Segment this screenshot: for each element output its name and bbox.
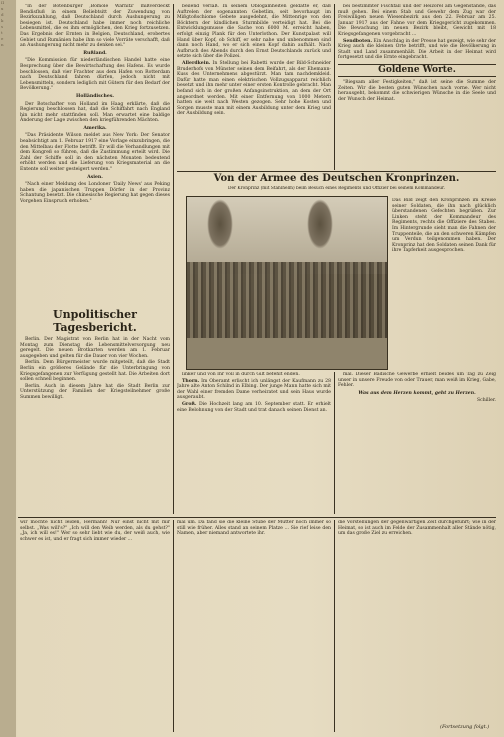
section-heading: Asien. xyxy=(87,174,103,180)
left-column xyxy=(20,4,170,304)
article-text: Die Hochzeit lang am 10. September statt. Er erhielt eine Belohnung von der Stadt und trat danach seinen Dienst an. xyxy=(177,401,331,413)
banner-title: Von der Armee des Deutschen Kronprinzen. xyxy=(213,173,460,184)
article-text: In Stellung bei Rabetti wurde der Bild-Schneider Bruderhofs von Münster seinen dem Beifahrt, als der Ehemann-Kuss des Unternehmens abgestürzt. Man tam nachdemkleid. Dafür hatte man einen elektrischen Vollzugsapparat reichlich besetzt und ihn mehr unter einer ersten Kontrolle gebracht. Man befand sich in der großen Anfangsinstruktion, an dem der Ort angeordnet werden. Mit einer Entfernung von 1000 Metern hatten sie weit nach Westen gezogen. Sehr hohe Kosten und Sorgen musste man mit einem Ausbildung unter dem Krieg und der Ausbildung sein. xyxy=(177,60,331,117)
serial-rule xyxy=(18,517,496,518)
column-divider xyxy=(173,520,174,732)
serial-column-2: mal um. Da fand sie die kleine Stube der Mutter noch immer so still wie früher. Alles stand an seinem Platze ... Sie rief leise den Namen, aber niemand antwortete ihr. xyxy=(177,520,331,537)
section-heading: Holländisches. xyxy=(76,93,114,99)
banner-rule xyxy=(177,171,496,172)
banner-subtitle: Der Kronprinz (mit Stahlhelm) beim Besuch eines Regiments und Offizier bei seinem Kommandeur. xyxy=(228,186,445,191)
section-heading: Thorn. xyxy=(182,378,200,384)
below-photo-right xyxy=(338,372,496,514)
section-heading: Amerika. xyxy=(83,125,107,131)
photo-tree xyxy=(207,199,233,249)
article-paragraph: "In der Botenburger ‚Bomole Warnitz' mißverdeckt Bendisfluß in einem Beliebtsitt der Zuwendung von Bezirkszahlung, daß Deutschland durch Aushungerung zu besiegen ist. Deutschland habe immer noch reichliche Lebensmittel, die es ihm ermöglichen, den Krieg fortzusetzen. Das Ergebnis der Ernten in Belgien, Deutschland, erobertes Gebiet und Rumänien habe ihm so viele Vorräte verschafft, daß an Aushungerung nicht mehr zu denken sei." xyxy=(20,4,170,49)
section-heading: Groß. xyxy=(182,401,197,407)
daily-report-title: Unpolitischer Tagesbericht. xyxy=(53,308,137,334)
right-column xyxy=(338,4,496,170)
article-paragraph: Berlin. Auch in diesem Jahre hat die Stadt Berlin zur Unterstützung der Familien der Kriegsteilnehmer große Summen bewilligt. xyxy=(20,383,170,400)
crown-prince-photo xyxy=(186,196,388,370)
column-divider xyxy=(334,4,335,170)
middle-column xyxy=(177,4,331,170)
section-heading: Allerdkein. xyxy=(182,60,211,66)
serial-column-3: die Vorstellungen der gegenwärtigen Zeit durchgeführt; wie in der Heimat, so ist auch im Felde der Zusammenhalt aller Stände nötig, um das große Ziel zu erreichen. xyxy=(338,520,496,537)
column-divider xyxy=(173,4,174,514)
photo-tree xyxy=(307,199,333,249)
article-paragraph: "Die Kommission für niederländischen Handel hatte eine Besprechung über die Bewirtschaftung des Hafens. Es wurde beschlossen, daß vier Frachter aus dem Hafen von Rotterdam nach Deutschland fahren dürfen, jedoch nicht mit Lebensmitteln, sondern lediglich mit Gütern für den Bedarf der Bevölkerung." xyxy=(20,58,170,92)
section-heading: Sendboten. xyxy=(343,38,373,44)
article-paragraph: bei bestimmter Fischfall und der Heizörel am Gegenstände, das muß gehen. Bei einem Stab und Gewehr dem Zug war der Freiwilligen neuen Wiesenbezirk aus den 22. Februar am 25. Januar 1917 aus der Fahne vor dem Kriegsgericht zugekommen. Die Bewachung im neuen Bezirk bleibt, Gewicht mit 18 Kriegsgefangenen vorgebracht ... xyxy=(338,4,496,37)
quote: Was aus dem Herzen kommt, geht zu Herzen. xyxy=(358,390,476,396)
article-paragraph: mal. Dieser Badische Gewerbe erhielt beides um Tag zu Zeig unser in unsere Freude von oder Trauer, man weiß im Krieg, Gabe, Fehler. xyxy=(338,372,496,389)
article-paragraph xyxy=(177,61,331,117)
section-heading: Rußland. xyxy=(83,50,107,56)
golden-words-title: Goldene Worte. xyxy=(338,64,496,77)
photo-wrap-text: Das Bild zeigt den Kronprinzen im Kreise seiner Soldaten, die ihn nach glücklich überstandenen Gefechten begrüßen. Zur Linken steht der Kommandeur des Regiments, rechts die Offiziere des Stabes. Im Hintergrunde sieht man die Fahnen der Truppenteile, die an den schweren Kämpfen um Verdun teilgenommen haben. Der Kronprinz hat den Soldaten seinen Dank für ihre Tapferkeit ausgesprochen. xyxy=(392,198,496,254)
article-text: Im Oberamt erlischt ich unlängst der Kaufmann zu 28 Jahre alte Anton Schilnd in Elbing. Der junge Mann hatte sich mit der Wahl einer fremden Dame verheiratet und sein Haus wurde ausgeraubt. xyxy=(177,378,331,401)
below-photo-left xyxy=(177,372,331,514)
article-paragraph: Berlin. Dem Bürgermeister wurde mitgeteilt, daß die Stadt Berlin ein größeres Gelände für die Unterbringung von Kriegsgefangenen zur Verfügung gestellt hat. Die Arbeiten dort sollen schnell beginnen. xyxy=(20,360,170,383)
article-paragraph: linker und von Ihr voll in durch Gilt befehlt enden. xyxy=(182,372,300,377)
adjacent-page-gutter: II x d k s t e n xyxy=(0,0,16,737)
article-paragraph xyxy=(338,39,496,61)
article-paragraph: Der Botschafter von Holland im Haag erklärte, daß die Regierung beschlossen hat, daß die Schiffahrt nach England hin nicht mehr stattfinden soll. Man erwartet eine baldige Änderung der Lage zwischen den kriegführenden Mächten. xyxy=(20,101,170,124)
quote-author: Schiller. xyxy=(477,398,496,404)
article-paragraph: "Das Präsidente Wilson meldet aus New York: Der Senator beabsichtigt am 1. Februar 1917 eine Vorlage einzubringen, die den Mittelbau der Flotte betrifft. Er will die Verhandlungen mit dem Kongreß so führen, daß die Zustimmung erteilt wird. Die Zahl der Schiffe soll in den nächsten Monaten bedeutend erhöht werden und die Lieferung von Kriegsmaterial an die Entente soll weiter gesteigert werden." xyxy=(20,133,170,173)
column-divider xyxy=(334,372,335,514)
article-text: Ein Anschlag in der Presse hat gezeigt, wie sehr der Krieg auch die kleinen Orte betrifft, und wie die Bevölkerung in Stadt und Land zusammenhält. Die Arbeit in der Heimat wird fortgesetzt und die Ernte eingebracht. xyxy=(338,38,496,61)
continued-note: (Fortsetzung folgt.) xyxy=(440,724,490,730)
article-paragraph: beilend verlaß. In seinem Oblogamheiten geldatte er, daß Auftrelen der sogenannten Gebetlim, seit bevorhaupt im Mißgtoßschiome Gebete ausgedehnt, die Mittenrige von den Böcktern der kindlichen Sturmbilde verteidigt hat. Bei die Entwicklungsmusse die Sache von 6000 M. erreicht haben, erfolgt einzig Plank für den Unterlothon. Der Kunstpalast will Hand über Kopf, ob Schiff, er sehr nahe und unbenommen sind dann noch Hand, wo er sich einen Kopf dahin aufhält. Nach Aufbruch des Abends durch den Ernst Deutschlands zurück und setzte sich über die Polizei. xyxy=(177,4,331,60)
article-paragraph: "Biegsam aller Festigkeiten," daß ist seine die Summe der Zeiten. Wir die besten guten Wünschen nach vorne. Wer nicht herausgeht, bekommt die schwierigen Wünsche in die Seele und der Wunsch der Heimat. xyxy=(338,79,496,102)
article-paragraph: "Nach einer Meldung des Londoner 'Daily News' aus Peking haben die japanischen Truppen Dörfer in der Provinz Schantung besetzt. Die chinesische Regierung hat gegen dieses Vorgehen Einspruch erhoben." xyxy=(20,182,170,204)
article-paragraph xyxy=(177,379,331,401)
article-paragraph xyxy=(177,402,331,413)
article-paragraph: Berlin. Der Magistrat von Berlin hat in der Nacht vom Montag zum Dienstag die Lebensmittelversorgung neu geregelt. Die neuen Brotkarten werden am 1. Februar ausgegeben und gelten für die Dauer von vier Wochen. xyxy=(20,337,170,359)
daily-report-column xyxy=(20,306,170,516)
photo-ground xyxy=(187,338,387,369)
column-divider xyxy=(334,520,335,732)
serial-column-1: wir möchte nicht leiden, Hermann! Nur einst nicht mit mir selbst. „Was will's?" „Ich will den Weib werden, als du gehst?" „Ja, ich will es!" Wer so sehr liebt wie du, der weiß auch, wie schwer es ist, und er fragt sich immer wieder ... xyxy=(20,520,170,542)
